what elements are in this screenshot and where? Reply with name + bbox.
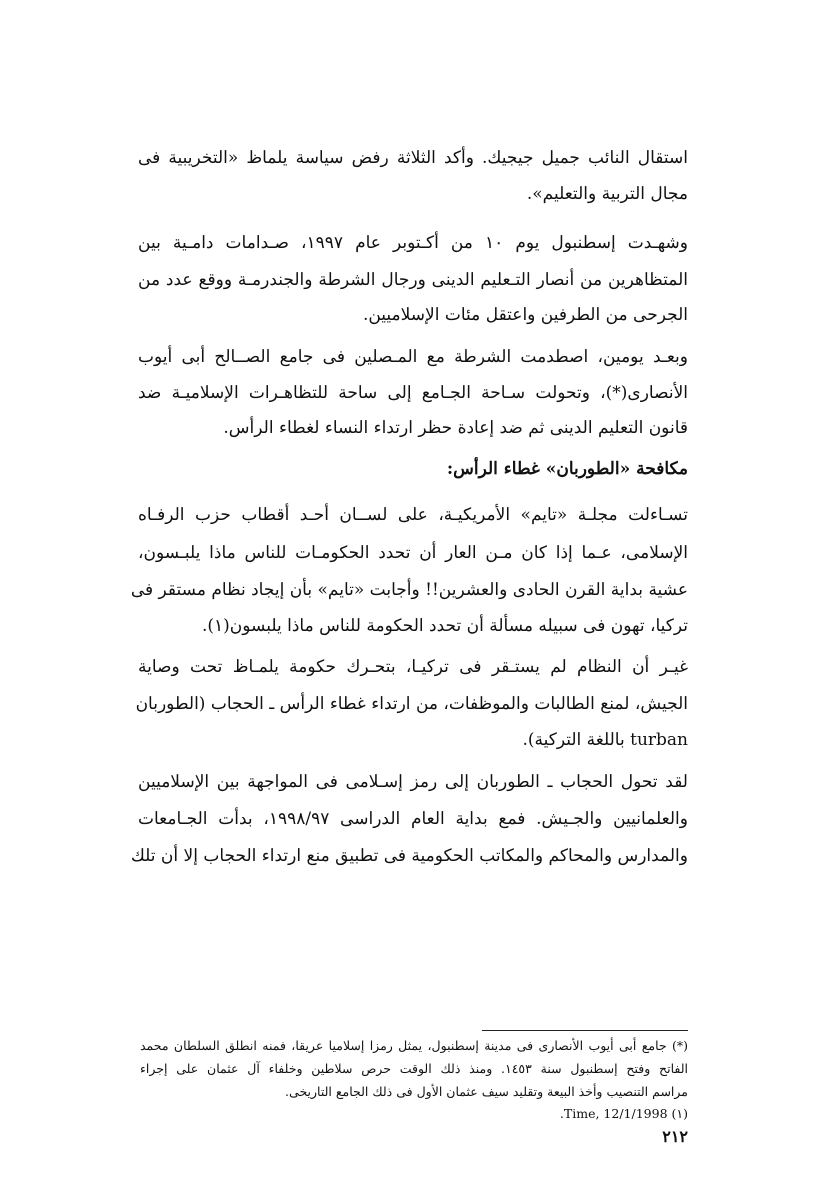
body-text-line: عشية بداية القرن الحادى والعشرين!! وأجابت «تايم» بأن إيجاد نظام مستقر فى [130, 580, 688, 600]
footnote-separator [482, 1030, 688, 1031]
body-text-line: والمدارس والمحاكم والمكاتب الحكومية فى تطبيق منع ارتداء الحجاب إلا أن تلك [130, 846, 688, 866]
body-text-line: وشهـدت إسطنبول يوم ١٠ من أكـتوبر عام ١٩٩٧، صـدامات دامـية بين [138, 233, 688, 253]
footnote-line: (١) Time, 12/1/1998. [559, 1106, 688, 1121]
footnote-line: مراسم التنصيب وأخذ البيعة وتقليد سيف عثمان الأول فى ذلك الجامع التاريخى. [285, 1084, 688, 1099]
body-text-line: الجيش، لمنع الطالبات والموظفات، من ارتداء غطاء الرأس ـ الحجاب (الطوربان [135, 694, 688, 714]
body-text-line: الجرحى من الطرفين واعتقل مئات الإسلاميين. [362, 305, 688, 325]
body-text-line: وبعـد يومين، اصطدمت الشرطة مع المـصلين فى جامع الصــالح أبى أيوب [138, 347, 688, 367]
body-text-line: تركيا، تهون فى سبيله مسألة أن تحدد الحكومة للناس ماذا يلبسون(١). [201, 616, 688, 636]
body-text-line: الأنصارى(*)، وتحولت سـاحة الجـامع إلى ساحة للتظاهـرات الإسلاميـة ضد [138, 383, 688, 403]
body-text-line: الإسلامى، عـما إذا كان مـن العار أن تحدد الحكومـات للناس ماذا يلبـسون، [138, 543, 688, 563]
body-text-line: المتظاهرين من أنصار التـعليم الدينى ورجال الشرطة والجندرمـة ووقع عدد من [138, 270, 688, 290]
body-text-line: والعلمانيين والجـيش. فمع بداية العام الدراسى ١٩٩٨/٩٧، بدأت الجـامعات [138, 809, 688, 829]
page-number: ٢١٢ [662, 1127, 688, 1146]
section-heading: مكافحة «الطوربان» غطاء الرأس: [446, 459, 688, 479]
body-text-line: قانون التعليم الدينى ثم ضد إعادة حظر ارتداء النساء لغطاء الرأس. [223, 418, 688, 438]
body-text-line: غيـر أن النظام لم يستـقر فى تركيـا، بتحـرك حكومة يلمـاظ تحت وصاية [138, 657, 688, 677]
body-text-line: turban باللغة التركية). [522, 730, 688, 750]
footnote-line: الفاتح وفتح إسطنبول سنة ١٤٥٣. ومنذ ذلك الوقت حرص سلاطين وخلفاء آل عثمان على إجراء [140, 1061, 688, 1076]
body-text-line: استقال النائب جميل جيجيك. وأكد الثلاثة رفض سياسة يلماظ «التخريبية فى [138, 148, 688, 168]
footnote-line: (*) جامع أبى أيوب الأنصارى فى مدينة إسطنبول، يمثل رمزا إسلاميا عريقا، فمنه انطلق السلطان محمد [140, 1038, 688, 1053]
body-text-line: لقد تحول الحجاب ـ الطوربان إلى رمز إسـلامى فى المواجهة بين الإسلاميين [138, 772, 688, 792]
body-text-line: تسـاءلت مجلـة «تايم» الأمريكيـة، على لســان أحـد أقطاب حزب الرفـاه [138, 505, 688, 525]
body-text-line: مجال التربية والتعليم». [526, 184, 688, 204]
